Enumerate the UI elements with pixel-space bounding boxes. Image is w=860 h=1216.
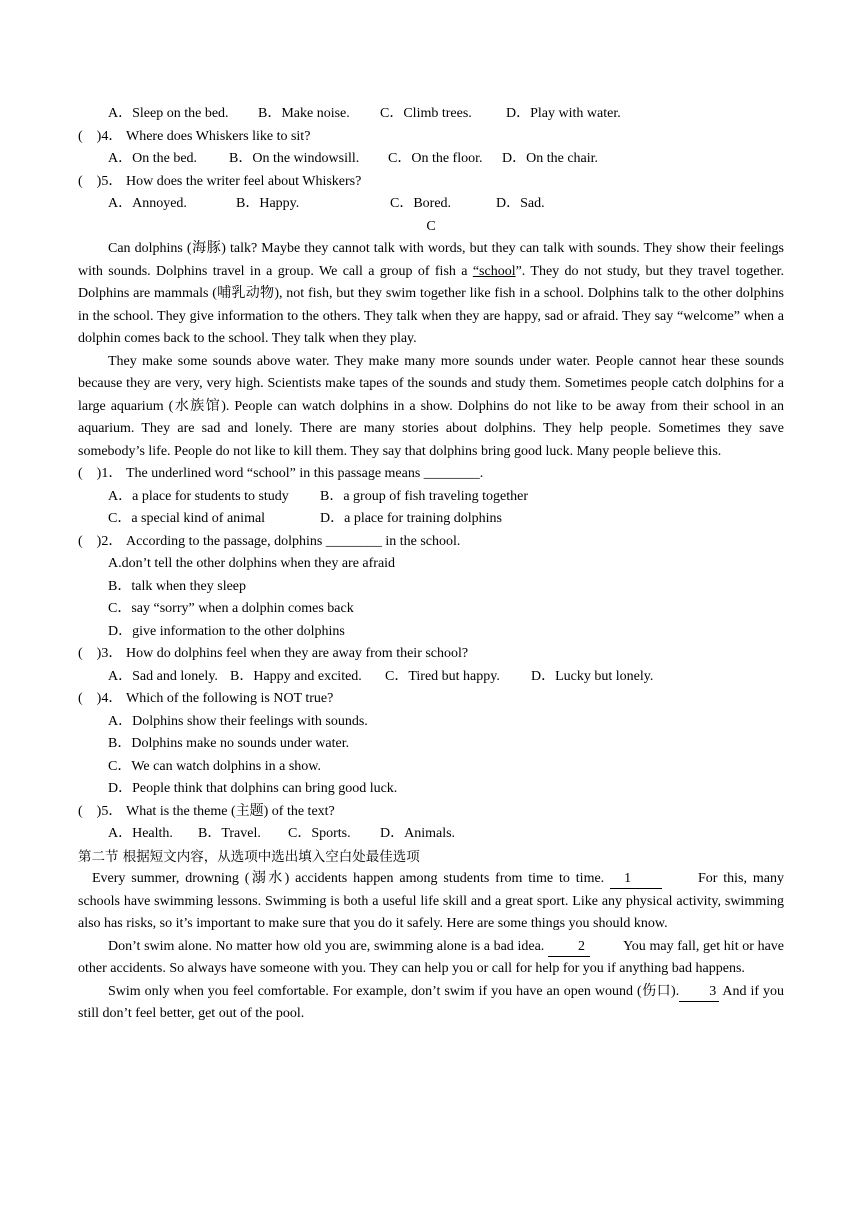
question-number: ( )1．: [78, 466, 123, 481]
question-stem: How do dolphins feel when they are away from their school?: [126, 646, 469, 661]
option-c: C．Tired but happy.: [385, 668, 500, 684]
option-d: D．Play with water.: [506, 106, 621, 121]
option-d: D．On the chair.: [502, 151, 599, 166]
passage-c-paragraph-1: [78, 238, 784, 351]
question-stem: Which of the following is NOT true?: [126, 691, 334, 706]
option-c: C．We can watch dolphins in a show.: [108, 758, 321, 774]
question-number: ( )2．: [78, 533, 123, 549]
swim-paragraph-1: [78, 868, 784, 936]
option-a: A．Sleep on the bed.: [108, 106, 229, 121]
option-a: A．a place for students to study: [108, 488, 289, 504]
option-b: B．On the windowsill.: [229, 151, 360, 166]
option-b: B．Travel.: [198, 826, 261, 841]
c-q3-stem: [78, 643, 784, 666]
option-d: D．give information to the other dolphins: [108, 623, 345, 639]
option-b: B．Happy and excited.: [230, 668, 362, 684]
c-q3-options: [78, 666, 784, 689]
option-a: A．Health.: [108, 826, 173, 841]
section-c-title: C: [426, 218, 436, 234]
question-number: ( )3．: [78, 646, 123, 661]
option-a: A．On the bed.: [108, 151, 198, 166]
text-run: Don’t swim alone. No matter how old you are, swimming alone is a bad idea.: [108, 938, 548, 954]
question-stem: How does the writer feel about Whiskers?: [126, 173, 362, 189]
question-number: ( )4．: [78, 128, 123, 144]
text-run: Every summer, drowning (溺水) accidents happen among students from time to time.: [92, 871, 611, 886]
prev-q5-options: [78, 193, 784, 216]
question-stem: What is the theme (主题) of the text?: [126, 803, 335, 819]
option-d: D．Animals.: [380, 826, 456, 841]
option-c: C．Bored.: [390, 196, 452, 211]
option-a: A．Sad and lonely.: [108, 668, 218, 684]
c-q2-stem: [78, 531, 784, 554]
text-run: Can dolphins (海豚) talk? Maybe they cannot talk with words, but they can talk with sounds. They show their feelings with sounds. Dolphins travel in a group. We call a group of fish a: [78, 241, 784, 279]
c-q5-stem: [78, 801, 784, 824]
blank-1[interactable]: 1: [610, 870, 662, 889]
option-b: B．Happy.: [236, 196, 300, 211]
passage-c-paragraph-2: They make some sounds above water. They make many more sounds under water. People cannot hear these sounds because they are very, very high. Scientists make tapes of the sounds and study them. Sometimes people catch dolphins for a large aquarium (水族馆). People can watch dolphins in a show. Dolphins do not like to be away from their school in an aquarium. They are sad and lonely. There are many stories about dolphins. They help people. Sometimes they save somebody’s life. People do not like to kill them. They say that dolphins bring good luck. Many people believe this.: [78, 353, 784, 459]
option-a: A．Dolphins show their feelings with sounds.: [108, 713, 368, 729]
c-q1-stem: [78, 463, 784, 486]
question-stem: According to the passage, dolphins ________ in the school.: [126, 533, 461, 549]
option-a: A.don’t tell the other dolphins when they are afraid: [108, 556, 396, 571]
option-d: D．Sad.: [496, 196, 545, 211]
question-number: ( )5．: [78, 173, 123, 189]
option-c: C．a special kind of animal: [108, 511, 266, 526]
text-run: ”. They do not study, but they travel together. Dolphins are mammals (哺乳动物), not fish, but they swim together like fish in a school. Dolphins talk to the other dolphins in the school. They give information to the others. They talk when they are happy, sad or afraid. They say “welcome” when a dolphin comes back to the school. They talk when they play.: [78, 263, 784, 346]
option-b: B．a group of fish traveling together: [320, 488, 529, 504]
text-run: Swim only when you feel comfortable. For example, don’t swim if you have an open wound (伤口).: [108, 983, 680, 999]
c-q1-options-row-1: [78, 486, 784, 509]
option-c: C．Sports.: [288, 826, 351, 841]
prev-q3-options: [78, 103, 784, 126]
question-stem: The underlined word “school” in this passage means ________.: [126, 466, 484, 481]
option-b: B．talk when they sleep: [108, 578, 247, 594]
swim-paragraph-2: [78, 936, 784, 981]
prev-q4-options: [78, 148, 784, 171]
worksheet-page: [78, 103, 784, 1026]
text-run: You may fall, get hit or have other accidents. So always have someone with you. They can help you or call for help for you if anything bad happens.: [78, 938, 784, 976]
c-q1-options-row-2: [78, 508, 784, 531]
option-b: B．Dolphins make no sounds under water.: [108, 736, 350, 751]
option-c: C．say “sorry” when a dolphin comes back: [108, 601, 354, 616]
c-q5-options: [78, 823, 784, 846]
text-run: For this, many schools have swimming lessons. Swimming is both a useful life skill and a great sport. Like any physical activity, swimming also has risks, so it’s important to make sure that you do it safely. Here are some things you should know.: [78, 871, 784, 931]
blank-2[interactable]: 2: [548, 938, 590, 957]
question-stem: Where does Whiskers like to sit?: [126, 128, 311, 144]
question-number: ( )4．: [78, 691, 123, 706]
section-2-heading: 第二节 根据短文内容，从选项中选出填入空白处最佳选项: [78, 848, 420, 865]
option-d: D．a place for training dolphins: [320, 511, 502, 526]
c-q4-stem: [78, 688, 784, 711]
option-c: C．Climb trees.: [380, 106, 472, 121]
question-number: ( )5．: [78, 803, 123, 819]
option-d: D．People think that dolphins can bring good luck.: [108, 781, 398, 796]
option-d: D．Lucky but lonely.: [531, 668, 654, 684]
swim-paragraph-3: [78, 981, 784, 1026]
text-run: And if you still don’t feel better, get out of the pool.: [78, 983, 784, 1021]
blank-3[interactable]: 3: [679, 983, 719, 1002]
option-b: B．Make noise.: [258, 106, 350, 121]
option-c: C．On the floor.: [388, 151, 483, 166]
option-a: A．Annoyed.: [108, 196, 187, 211]
prev-q5-stem: [78, 171, 784, 194]
prev-q4-stem: [78, 126, 784, 149]
underlined-word-school: “school: [472, 263, 516, 279]
